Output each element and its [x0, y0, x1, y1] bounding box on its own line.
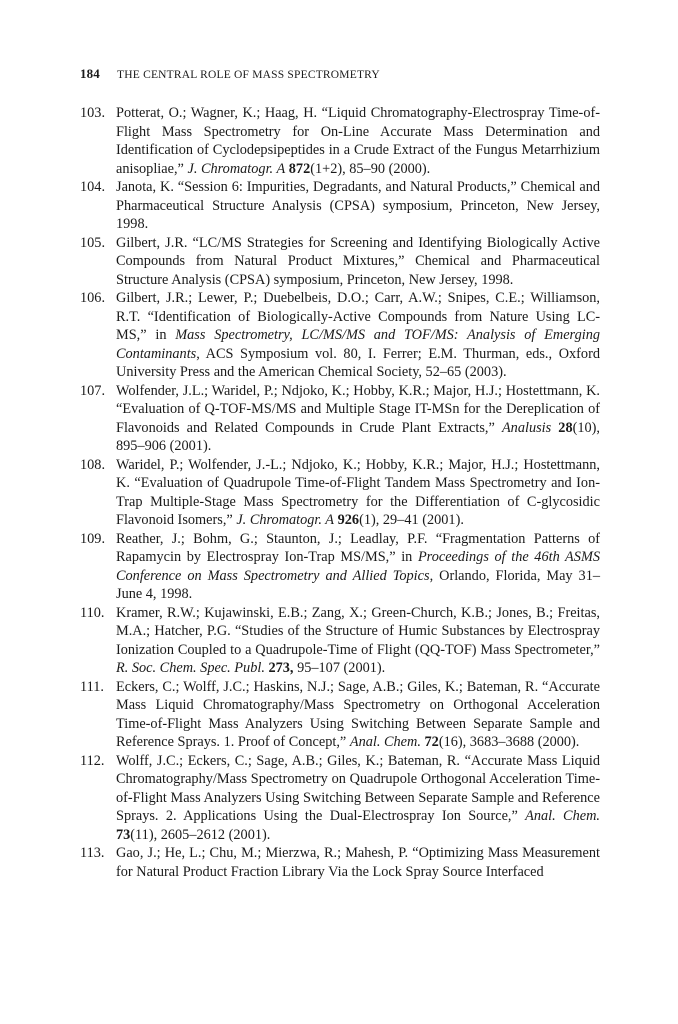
reference-entry: [80, 289, 600, 382]
running-header: [80, 66, 600, 82]
citation-text: (11), 2605–2612 (2001).: [130, 826, 271, 843]
reference-number: 104.: [80, 179, 106, 195]
reference-text: [116, 845, 600, 880]
reference-entry: [80, 752, 600, 845]
citation-text: Eckers, C.; Wolff, J.C.; Haskins, N.J.; Sage, A.B.; Giles, K.; Bateman, R. “Accurate Mass Liquid Chromatography/Mass Spectrometry on Orthogonal Acceleration Time-of-Flight Mass Analyzers Using Switching Between Separate Sample and Reference Sprays. 1. Proof of Concept,”: [116, 678, 600, 750]
page-number: 184: [80, 66, 100, 81]
citation-source: J. Chromatogr. A: [187, 160, 286, 177]
citation-text: Gilbert, J.R. “LC/MS Strategies for Screening and Identifying Biologically Active Compounds from Natural Product Mixtures,” Chemical and Pharmaceutical Structure Analysis (CPSA) symposium, Princeton, New Jersey, 1998.: [116, 234, 600, 288]
citation-volume: 72: [424, 734, 439, 750]
citation-text: Gao, J.; He, L.; Chu, M.; Mierzwa, R.; Mahesh, P. “Optimizing Mass Measurement for Natural Product Fraction Library Via the Lock Spray Source Interfaced: [116, 845, 600, 880]
reference-text: [116, 605, 600, 677]
reference-number: 103.: [80, 105, 106, 121]
citation-volume: 73: [116, 826, 131, 843]
citation-text: (1), 29–41 (2001).: [359, 512, 464, 528]
reference-entry: [80, 104, 600, 178]
citation-text: Potterat, O.; Wagner, K.; Haag, H. “Liquid Chromatography-Electrospray Time-of-Flight Mass Spectrometry for On-Line Accurate Mass Determination and Identification of Cyclodepsipeptides in a Crude Extract of the Fungus Metarrhizium anisopliae,”: [116, 105, 600, 177]
citation-source: Anal. Chem.: [349, 734, 421, 750]
reference-number: 106.: [80, 290, 106, 306]
reference-text: [116, 679, 600, 751]
citation-text: Janota, K. “Session 6: Impurities, Degradants, and Natural Products,” Chemical and Pharmaceutical Structure Analysis (CPSA) symposium, Princeton, New Jersey, 1998.: [116, 179, 600, 232]
citation-volume: 926: [337, 512, 360, 528]
reference-entry: [80, 844, 600, 881]
reference-text: [116, 179, 600, 232]
reference-number: 107.: [80, 382, 106, 399]
reference-text: [116, 457, 600, 529]
reference-number: 112.: [80, 752, 105, 769]
reference-number: 108.: [80, 456, 106, 473]
reference-text: [116, 753, 600, 843]
reference-number: 109.: [80, 530, 106, 547]
reference-list: [80, 104, 600, 881]
citation-source: Analusis: [501, 419, 552, 436]
citation-text: Reather, J.; Bohm, G.; Staunton, J.; Leadlay, P.F. “Fragmentation Patterns of Rapamycin by Electrospray Ion-Trap MS/MS,” in: [116, 530, 600, 565]
reference-text: [116, 383, 600, 455]
running-title: THE CENTRAL ROLE OF MASS SPECTROMETRY: [117, 69, 380, 81]
citation-text: Wolfender, J.L.; Waridel, P.; Ndjoko, K.; Hobby, K.R.; Major, H.J.; Hostettmann, K. “Evaluation of Q-TOF-MS/MS and Multiple Stage IT-MSn for the Dereplication of Flavonoids and Related Compounds in Crude Plant Extracts,”: [116, 382, 600, 436]
reference-entry: [80, 234, 600, 290]
reference-entry: [80, 530, 600, 604]
citation-text: , Orlando, Florida, May 31–June 4, 1998.: [116, 567, 600, 602]
reference-number: 111.: [80, 678, 104, 695]
citation-text: (1+2), 85–90 (2000).: [310, 160, 431, 177]
reference-text: [116, 290, 600, 380]
citation-volume: 28: [558, 419, 573, 436]
reference-entry: [80, 382, 600, 456]
citation-volume: 273,: [268, 660, 294, 676]
citation-volume: 872: [288, 160, 311, 177]
reference-number: 105.: [80, 234, 106, 251]
citation-text: Waridel, P.; Wolfender, J.-L.; Ndjoko, K.; Hobby, K.R.; Major, H.J.; Hostettmann, K. “Evaluation of Quadrupole Time-of-Flight Tandem Mass Spectrometry and Ion-Trap Multiple-Stage Mass Spectrometry for the Differentiation of C-glycosidic Flavonoid Isomers,”: [116, 456, 600, 528]
citation-source: Proceedings of the 46th ASMS Conference on Mass Spectrometry and Allied Topics: [116, 549, 600, 584]
citation-text: 95–107 (2001).: [293, 660, 386, 676]
citation-text: (16), 3683–3688 (2000).: [438, 734, 580, 750]
reference-entry: [80, 178, 600, 234]
reference-entry: [80, 678, 600, 752]
reference-entry: [80, 604, 600, 678]
reference-number: 113.: [80, 845, 105, 861]
citation-text: Wolff, J.C.; Eckers, C.; Sage, A.B.; Giles, K.; Bateman, R. “Accurate Mass Liquid Chromatography/Mass Spectrometry on Quadrupole Orthogonal Acceleration Time-of-Flight Mass Analyzers Using Switching Between Separate Sample and Reference Sprays. 2. Applications Using the Dual-Electrospray Ion Source,”: [116, 752, 600, 824]
citation-source: Mass Spectrometry, LC/MS/MS and TOF/MS: Analysis of Emerging Contaminants: [116, 327, 600, 362]
reference-number: 110.: [80, 604, 105, 621]
citation-text: Kramer, R.W.; Kujawinski, E.B.; Zang, X.; Green-Church, K.B.; Jones, B.; Freitas, M.A.; Hatcher, P.G. “Studies of the Structure of Humic Substances by Electrospray Ionization Coupled to a Quadrupole-Time of Flight (QQ-TOF) Mass Spectrometer,”: [116, 604, 600, 658]
reference-entry: [80, 456, 600, 530]
reference-text: [116, 105, 600, 177]
reference-text: [116, 531, 600, 603]
citation-text: Gilbert, J.R.; Lewer, P.; Duebelbeis, D.O.; Carr, A.W.; Snipes, C.E.; Williamson, R.T. “Identification of Biologically-Active Compounds from Nature Using LC-MS,” in: [116, 290, 600, 343]
citation-text: (10), 895–906 (2001).: [116, 419, 600, 454]
citation-text: , ACS Symposium vol. 80, I. Ferrer; E.M. Thurman, eds., Oxford University Press and the American Chemical Society, 52–65 (2003).: [116, 345, 600, 380]
citation-source: R. Soc. Chem. Spec. Publ.: [116, 660, 265, 676]
reference-text: [116, 235, 600, 288]
citation-source: Anal. Chem.: [525, 808, 600, 824]
citation-source: J. Chromatogr. A: [236, 512, 335, 528]
